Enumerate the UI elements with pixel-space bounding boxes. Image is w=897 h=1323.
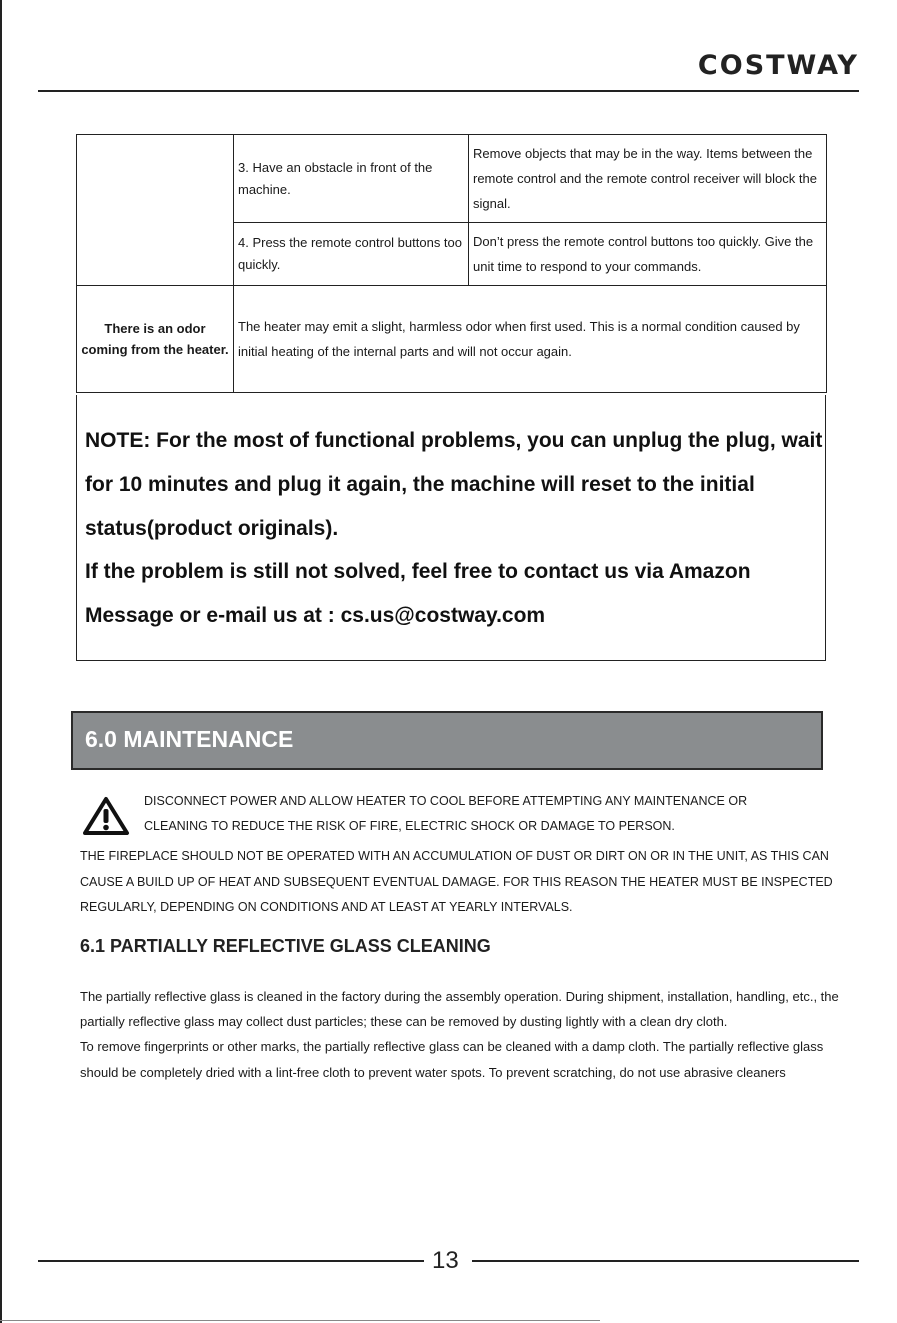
cause-cell: 4. Press the remote control buttons too quickly.	[234, 223, 469, 286]
table-row	[77, 286, 827, 393]
solution-cell: Remove objects that may be in the way. Items between the remote control and the remote control receiver will block the signal.	[469, 135, 827, 223]
footer-divider	[472, 1260, 859, 1262]
page-border	[0, 0, 2, 1323]
note-box	[76, 395, 826, 661]
header-divider	[38, 90, 859, 92]
footer-divider	[38, 1260, 424, 1262]
problem-cell: There is an odor coming from the heater.	[77, 286, 234, 393]
solution-cell: Don’t press the remote control buttons too quickly. Give the unit time to respond to your commands.	[469, 223, 827, 286]
warning-text: CLEANING TO REDUCE THE RISK OF FIRE, ELECTRIC SHOCK OR DAMAGE TO PERSON.	[144, 819, 675, 833]
warning-text: DISCONNECT POWER AND ALLOW HEATER TO COOL BEFORE ATTEMPTING ANY MAINTENANCE OR	[144, 794, 748, 808]
section-title: 6.0 MAINTENANCE	[85, 726, 294, 752]
cleaning-instructions	[80, 984, 840, 1085]
cause-cell: 3. Have an obstacle in front of the machine.	[234, 135, 469, 223]
warning-continuation: THE FIREPLACE SHOULD NOT BE OPERATED WITH AN ACCUMULATION OF DUST OR DIRT ON OR IN THE UNIT, AS THIS CAN CAUSE A BUILD UP OF HEAT AND SUBSEQUENT EVENTUAL DAMAGE. FOR THIS REASON THE HEATER MUST BE INSPECTED REGULARLY, DEPENDING ON CONDITIONS AND AT LEAST AT YEARLY INTERVALS.	[80, 849, 833, 914]
warning-triangle-icon	[82, 796, 130, 836]
note-reset-instructions: NOTE: For the most of functional problems, you can unplug the plug, wait for 10 minutes and plug it again, the machine will reset to the initial status(product originals).	[85, 429, 823, 540]
troubleshooting-table	[76, 134, 827, 393]
table-row	[77, 135, 827, 223]
paragraph: To remove fingerprints or other marks, the partially reflective glass can be cleaned with a damp cloth. The partially reflective glass should be completely dried with a lint-free cloth to prevent water spots. To prevent scratching, do not use abrasive cleaners	[80, 1039, 824, 1080]
brand-logo: COSTWAY	[697, 50, 859, 81]
empty-problem-cell	[77, 135, 234, 286]
paragraph: The partially reflective glass is cleaned in the factory during the assembly operation. During shipment, installation, handling, etc., the partially reflective glass may collect dust particles; these can be removed by dusting lightly with a clean dry cloth.	[80, 989, 839, 1030]
subsection-title: 6.1 PARTIALLY REFLECTIVE GLASS CLEANING	[80, 936, 491, 956]
section-header	[71, 711, 823, 770]
note-contact-instructions: If the problem is still not solved, feel free to contact us via Amazon Message or e-mail us at : cs.us@costway.com	[85, 560, 751, 628]
page-number: 13	[432, 1247, 459, 1274]
note-text	[85, 419, 825, 638]
page-border-bottom	[0, 1320, 600, 1321]
solution-cell: The heater may emit a slight, harmless odor when first used. This is a normal condition caused by initial heating of the internal parts and will not occur again.	[234, 286, 827, 393]
